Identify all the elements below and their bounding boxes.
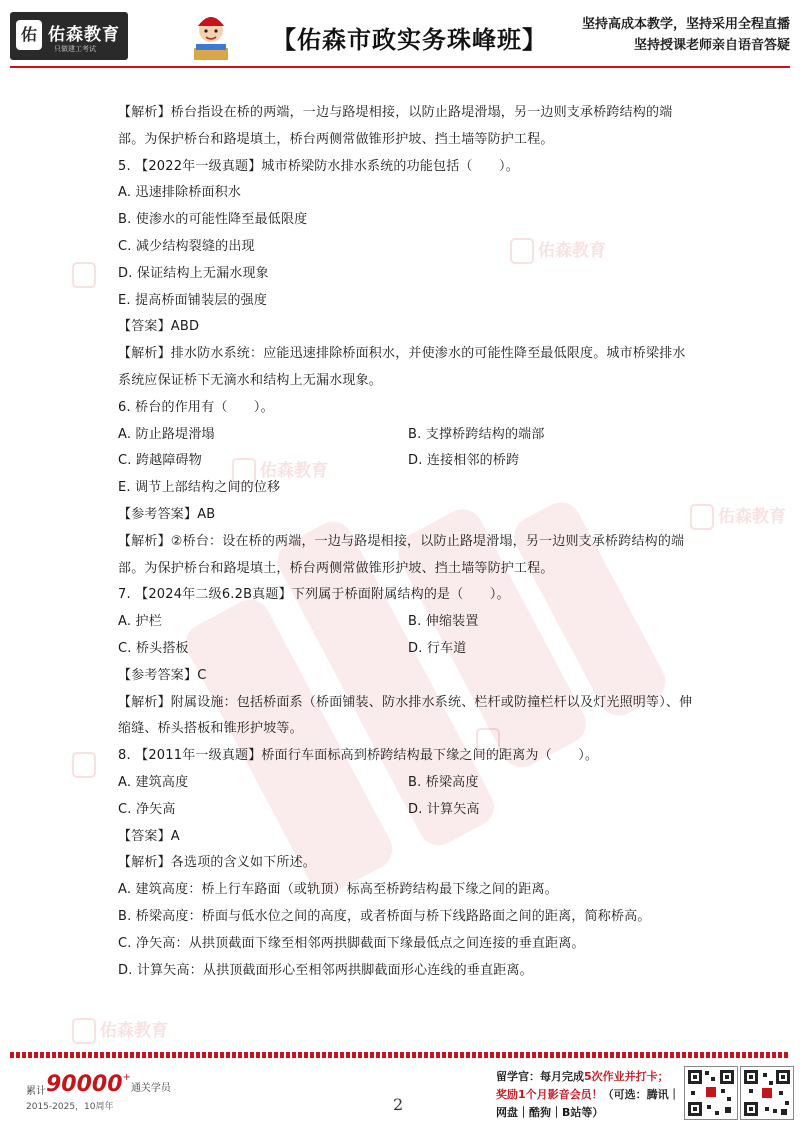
watermark: 佑森教育 bbox=[72, 1016, 168, 1044]
q5-option-a: A. 迅速排除桥面积水 bbox=[118, 185, 242, 201]
logo-slogan: 只做建工考试 bbox=[54, 45, 96, 53]
q6-option-c: C. 跨越障碍物 bbox=[118, 453, 202, 469]
q8-option-c: C. 净矢高 bbox=[118, 801, 176, 817]
q5-option-e: E. 提高桥面铺装层的强度 bbox=[118, 292, 268, 308]
document-body bbox=[118, 100, 698, 984]
page-number: 2 bbox=[393, 1095, 404, 1114]
q6-option-e: E. 调节上部结构之间的位移 bbox=[118, 480, 281, 496]
promo-line3: 网盘｜酷狗｜B站等） bbox=[496, 1106, 604, 1119]
q8-question: 8. 【2011年一级真题】桥面行车面标高到桥跨结构最下缘之间的距离为（ ）。 bbox=[118, 748, 599, 764]
q6-question: 6. 桥台的作用有（ ）。 bbox=[118, 399, 274, 415]
q6-options-row-2 bbox=[118, 448, 698, 475]
footer-stats bbox=[26, 1072, 171, 1112]
q7-option-d: D. 行车道 bbox=[408, 640, 467, 656]
q8-options-row-1 bbox=[118, 770, 698, 797]
logo-mark: 佑 bbox=[16, 20, 42, 50]
q6-option-a: A. 防止路堤滑塌 bbox=[118, 426, 215, 442]
q8-option-a: A. 建筑高度 bbox=[118, 774, 189, 790]
header-slogan-2: 坚持授课老师亲自语音答疑 bbox=[633, 38, 790, 53]
q8-explanation-c: C. 净矢高：从拱顶截面下缘至相邻两拱脚截面下缘最低点之间连接的垂直距离。 bbox=[118, 935, 585, 951]
watermark: 佑森教育 bbox=[510, 236, 606, 264]
page-title: 【佑森市政实务珠峰班】 bbox=[272, 26, 547, 54]
watermark bbox=[72, 752, 100, 778]
q7-analysis: 【解析】附属设施：包括桥面系（桥面铺装、防水排水系统、栏杆或防撞栏杆以及灯光照明等）、伸缩缝、桥头搭板和锥形护坡等。 bbox=[118, 694, 693, 737]
q8-explanation-d: D. 计算矢高：从拱顶截面形心至相邻两拱脚截面形心连线的垂直距离。 bbox=[118, 962, 533, 978]
promo-line1-a: 留学官：每月完成 bbox=[496, 1070, 584, 1083]
q8-answer: 【答案】A bbox=[118, 828, 180, 844]
q5-option-c: C. 减少结构裂缝的出现 bbox=[118, 238, 255, 254]
promo-line2-b: （可选：腾讯｜ bbox=[602, 1088, 680, 1101]
promo-line2-a: 奖励1个月影音会员！ bbox=[496, 1088, 603, 1101]
q8-options-row-2 bbox=[118, 797, 698, 824]
footer-count-sup: + bbox=[122, 1072, 131, 1083]
watermark: 佑森教育 bbox=[232, 456, 328, 484]
q7-option-a: A. 护栏 bbox=[118, 614, 162, 630]
footer-promo bbox=[496, 1068, 680, 1122]
brand-logo bbox=[10, 12, 128, 60]
q7-options-row-2 bbox=[118, 636, 698, 663]
footer-count-tail: 通关学员 bbox=[130, 1083, 171, 1094]
qr-code-icon bbox=[740, 1066, 794, 1120]
qr-code-icon bbox=[684, 1066, 738, 1120]
q5-analysis: 【解析】排水防水系统：应能迅速排除桥面积水，并使渗水的可能性降至最低限度。城市桥梁排水系统应保证桥下无滴水和结构上无漏水现象。 bbox=[118, 346, 686, 388]
q8-explanation-b: B. 桥梁高度：桥面与低水位之间的高度，或者桥面与桥下线路路面之间的距离，简称桥高。 bbox=[118, 908, 651, 924]
footer-count: 90000 bbox=[46, 1072, 123, 1097]
q7-options-row-1 bbox=[118, 609, 698, 636]
q8-analysis-intro: 【解析】各选项的含义如下所述。 bbox=[118, 855, 317, 871]
page-header bbox=[10, 8, 790, 68]
q8-option-d: D. 计算矢高 bbox=[408, 801, 480, 817]
q8-option-b: B. 桥梁高度 bbox=[408, 774, 479, 790]
q7-option-b: B. 伸缩装置 bbox=[408, 614, 479, 630]
q6-option-d: D. 连接相邻的桥跨 bbox=[408, 453, 520, 469]
q7-option-c: C. 桥头搭板 bbox=[118, 640, 189, 656]
mascot-icon bbox=[190, 10, 232, 62]
q6-analysis: 【解析】②桥台：设在桥的两端，一边与路堤相接，以防止路堤滑塌，另一边则支承桥跨结构的端部。为保护桥台和路堤填土，桥台两侧常做锥形护坡、挡土墙等防护工程。 bbox=[118, 533, 685, 576]
footer-divider bbox=[10, 1052, 790, 1058]
watermark bbox=[72, 262, 100, 288]
footer-lead: 累计 bbox=[26, 1086, 46, 1097]
promo-line1-b: 5次作业并打卡； bbox=[584, 1070, 669, 1083]
logo-name: 佑森教育 bbox=[48, 25, 120, 45]
header-slogan-1: 坚持高成本教学，坚持采用全程直播 bbox=[581, 17, 790, 32]
q6-answer: 【参考答案】AB bbox=[118, 506, 216, 522]
q6-option-b: B. 支撑桥跨结构的端部 bbox=[408, 426, 545, 442]
header-slogans bbox=[582, 14, 790, 56]
watermark: 佑森教育 bbox=[690, 502, 786, 530]
q5-option-d: D. 保证结构上无漏水现象 bbox=[118, 265, 269, 281]
q5-question: 5. 【2022年一级真题】城市桥梁防水排水系统的功能包括（ ）。 bbox=[118, 158, 519, 174]
intro-analysis: 【解析】桥台指设在桥的两端，一边与路堤相接，以防止路堤滑塌，另一边则支承桥跨结构的端部。为保护桥台和路堤填土，桥台两侧常做锥形护坡、挡土墙等防护工程。 bbox=[118, 105, 673, 147]
q8-explanation-a: A. 建筑高度：桥上行车路面（或轨顶）标高至桥跨结构最下缘之间的距离。 bbox=[118, 882, 558, 898]
q5-option-b: B. 使渗水的可能性降至最低限度 bbox=[118, 212, 308, 228]
q5-answer: 【答案】ABD bbox=[118, 319, 200, 335]
q6-options-row-1 bbox=[118, 422, 698, 449]
q7-answer: 【参考答案】C bbox=[118, 667, 207, 683]
q7-question: 7. 【2024年二级6.2B真题】下列属于桥面附属结构的是（ ）。 bbox=[118, 587, 510, 603]
footer-years: 2015-2025，10周年 bbox=[26, 1102, 114, 1112]
